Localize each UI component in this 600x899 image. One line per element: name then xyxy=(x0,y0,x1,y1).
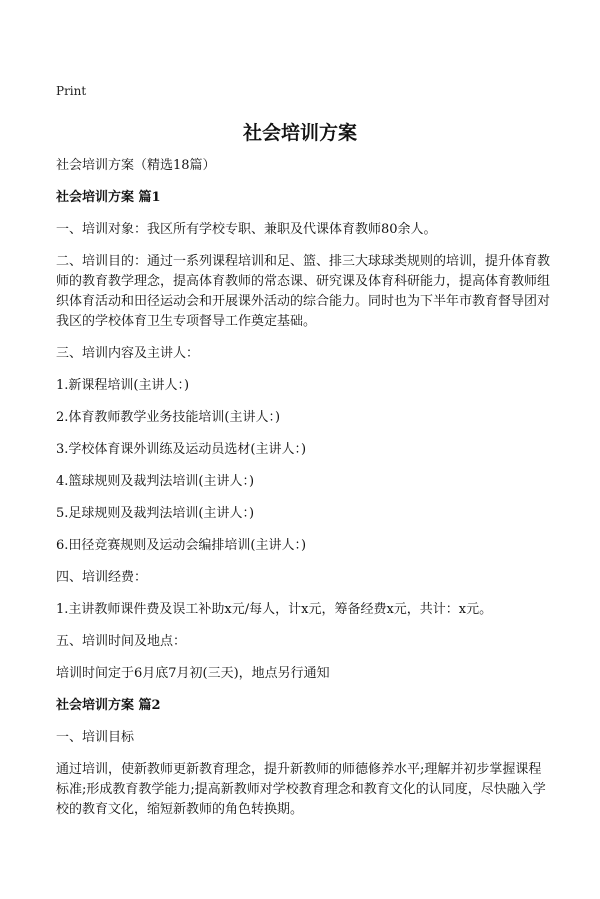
paragraph: 五、培训时间及地点： xyxy=(56,634,187,649)
paragraph: 1.主讲教师课件费及误工补助x元/每人，计x元，筹备经费x元，共计：x元。 xyxy=(56,602,493,617)
section-heading-1: 社会培训方案 篇1 xyxy=(56,190,161,205)
list-item: 2.体育教师教学业务技能培训(主讲人：) xyxy=(56,410,281,425)
list-item: 5.足球规则及裁判法培训(主讲人：) xyxy=(56,506,255,521)
paragraph: 二、培训目的：通过一系列课程培训和足、篮、排三大球球类规则的培训，提升体育教师的教育教学理念，提高体育教师的常态课、研究课及体育科研能力，提高体育教师组织体育活动和田径运动会和开展课外活动的综合能力。同时也为下半年市教育督导团对我区的学校体育卫生专项督导工作奠定基础。 xyxy=(56,254,551,329)
paragraph: 三、培训内容及主讲人： xyxy=(56,346,200,361)
paragraph: 一、培训对象：我区所有学校专职、兼职及代课体育教师80余人。 xyxy=(56,222,437,237)
paragraph: 一、培训目标 xyxy=(56,730,135,745)
article-subtitle: 社会培训方案（精选18篇） xyxy=(56,158,216,173)
article-body xyxy=(56,156,550,832)
paragraph: 通过培训，使新教师更新教育理念，提升新教师的师德修养水平;理解并初步掌握课程标准;形成教育教学能力;提高新教师对学校教育理念和教育文化的认同度，尽快融入学校的教育文化，缩短新教师的角色转换期。 xyxy=(56,762,546,817)
paragraph: 培训时间定于6月底7月初(三天)，地点另行通知 xyxy=(56,666,330,681)
paragraph: 四、培训经费： xyxy=(56,570,148,585)
list-item: 4.篮球规则及裁判法培训(主讲人：) xyxy=(56,474,255,489)
section-heading-2: 社会培训方案 篇2 xyxy=(56,698,161,713)
page-title: 社会培训方案 xyxy=(242,122,357,144)
list-item: 6.田径竞赛规则及运动会编排培训(主讲人：) xyxy=(56,538,307,553)
print-link[interactable]: Print xyxy=(56,84,87,98)
list-item: 1.新课程培训(主讲人：) xyxy=(56,378,190,393)
list-item: 3.学校体育课外训练及运动员选材(主讲人：) xyxy=(56,442,307,457)
